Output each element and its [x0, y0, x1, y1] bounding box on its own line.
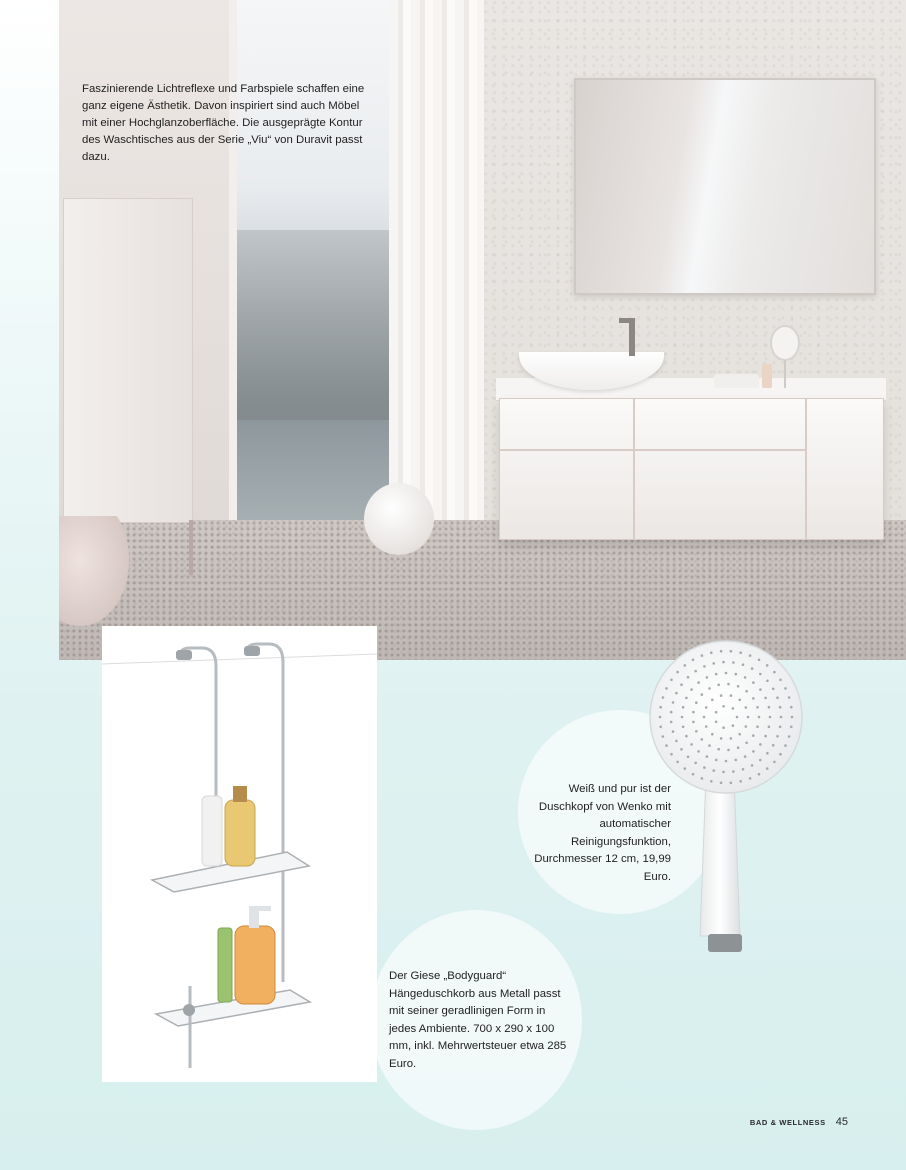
nozzle-dot: [790, 726, 793, 729]
nozzle-dot: [692, 721, 695, 724]
nozzle-dot: [742, 768, 745, 771]
nozzle-dot: [720, 650, 723, 653]
tall-cabinet: [63, 198, 193, 523]
nozzle-dot: [749, 777, 752, 780]
nozzle-dot: [745, 690, 748, 693]
hero-caption: Faszinierende Lichtreflexe und Farbspiele schaffen eine ganz eigene Ästhetik. Davon inspiriert sind auch Möbel mit einer Hochglanzoberfläche. Die ausgeprägte Kontur des Waschtisches aus der Serie „Viu“ von Duravit passt dazu.: [82, 83, 365, 163]
nozzle-dot: [764, 735, 767, 738]
nozzle-dot: [768, 706, 771, 709]
nozzle-dot: [773, 671, 776, 674]
nozzle-dot: [779, 679, 782, 682]
nozzle-dot: [758, 773, 761, 776]
nozzle-dot: [717, 684, 720, 687]
nozzle-dot: [708, 687, 711, 690]
nozzle-dot: [715, 759, 718, 762]
nozzle-dot: [744, 755, 747, 758]
nozzle-dot: [784, 744, 787, 747]
nozzle-dot: [710, 651, 713, 654]
nozzle-dot: [675, 740, 678, 743]
nozzle-dot: [745, 706, 748, 709]
fur-rug: [59, 516, 129, 626]
faucet: [629, 318, 635, 356]
nozzle-dot: [672, 701, 675, 704]
nozzle-dot: [759, 743, 762, 746]
nozzle-dot: [684, 767, 687, 770]
towel: [714, 374, 759, 388]
nozzle-dot: [706, 676, 709, 679]
nozzle-dot: [751, 764, 754, 767]
nozzle-dot: [749, 654, 752, 657]
nozzle-dot: [758, 716, 761, 719]
nozzle-dot: [730, 782, 733, 785]
shower-caddy-illustration: [102, 626, 377, 1082]
nozzle-dot: [751, 667, 754, 670]
cabinet-leg: [189, 520, 193, 575]
nozzle-dot: [735, 673, 738, 676]
nozzle-dot: [659, 726, 662, 729]
nozzle-dot: [752, 750, 755, 753]
nozzle-dot: [768, 726, 771, 729]
nozzle-dot: [766, 664, 769, 667]
curtain: [389, 0, 484, 535]
nozzle-dot: [722, 705, 725, 708]
nozzle-dot: [715, 673, 718, 676]
nozzle-dot: [745, 742, 748, 745]
nozzle-dot: [701, 738, 704, 741]
page-number: 45: [835, 1116, 848, 1128]
nozzle-dot: [720, 694, 723, 697]
nozzle-dot: [759, 759, 762, 762]
nozzle-dot: [713, 769, 716, 772]
nozzle-dot: [694, 762, 697, 765]
nozzle-dot: [784, 687, 787, 690]
shower-caddy-description: Der Giese „Bodyguard“ Hängeduschkorb aus Metall passt mit seiner geradlinigen Form in jedes Ambiente. 700 x 290 x 100 mm, inkl. Mehrwertsteuer etwa 285 Euro.: [389, 970, 567, 1070]
wall-mirror: [574, 78, 876, 295]
nozzle-dot: [692, 711, 695, 714]
cosmetic-mirror-stem: [784, 360, 786, 388]
nozzle-dot: [791, 716, 794, 719]
nozzle-dot: [756, 725, 759, 728]
nozzle-dot: [738, 699, 741, 702]
nozzle-dot: [780, 716, 783, 719]
nozzle-dot: [680, 683, 683, 686]
nozzle-dot: [703, 665, 706, 668]
nozzle-dot: [692, 659, 695, 662]
nozzle-dot: [676, 761, 679, 764]
page-footer: [750, 1116, 848, 1128]
nozzle-dot: [737, 685, 740, 688]
nozzle-dot: [732, 770, 735, 773]
city-skyline: [237, 230, 395, 420]
nozzle-dot: [730, 694, 733, 697]
nozzle-dot: [730, 650, 733, 653]
nozzle-dot: [680, 748, 683, 751]
nozzle-dot: [687, 756, 690, 759]
nozzle-dot: [685, 735, 688, 738]
nozzle-dot: [722, 726, 725, 729]
nozzle-dot: [676, 671, 679, 674]
nozzle-dot: [756, 706, 759, 709]
nozzle-dot: [739, 651, 742, 654]
nozzle-dot: [735, 759, 738, 762]
nozzle-dot: [670, 711, 673, 714]
nozzle-dot: [670, 753, 673, 756]
bottle: [762, 364, 772, 388]
nozzle-dot: [732, 724, 735, 727]
nozzle-dot: [717, 748, 720, 751]
nozzle-dot: [766, 752, 769, 755]
nozzle-dot: [744, 676, 747, 679]
nozzle-dot: [706, 755, 709, 758]
nozzle-dot: [715, 721, 718, 724]
nozzle-dot: [773, 761, 776, 764]
nozzle-dot: [736, 716, 739, 719]
nozzle-dot: [701, 777, 704, 780]
nozzle-dot: [695, 730, 698, 733]
nozzle-dot: [713, 662, 716, 665]
nozzle-dot: [790, 706, 793, 709]
nozzle-dot: [670, 679, 673, 682]
nozzle-dot: [681, 716, 684, 719]
nozzle-dot: [737, 746, 740, 749]
nozzle-dot: [705, 725, 708, 728]
nozzle-dot: [772, 688, 775, 691]
nozzle-dot: [766, 680, 769, 683]
nozzle-dot: [776, 696, 779, 699]
nozzle-dot: [779, 706, 782, 709]
nozzle-dot: [715, 711, 718, 714]
nozzle-dot: [766, 767, 769, 770]
nozzle-dot: [710, 780, 713, 783]
vanity-unit: [499, 398, 884, 540]
nozzle-dot: [742, 663, 745, 666]
nozzle-dot: [662, 696, 665, 699]
nozzle-dot: [692, 773, 695, 776]
nozzle-dot: [752, 734, 755, 737]
nozzle-dot: [703, 766, 706, 769]
nozzle-dot: [697, 750, 700, 753]
nozzle-dot: [759, 688, 762, 691]
nozzle-dot: [697, 681, 700, 684]
nozzle-dot: [788, 696, 791, 699]
nozzle-dot: [682, 706, 685, 709]
cosmetic-mirror: [770, 325, 800, 361]
section-name: BAD & WELLNESS: [749, 1118, 826, 1127]
nozzle-dot: [690, 688, 693, 691]
nozzle-dot: [685, 697, 688, 700]
nozzle-dot: [738, 733, 741, 736]
nozzle-dot: [701, 693, 704, 696]
nozzle-dot: [779, 753, 782, 756]
nozzle-dot: [764, 697, 767, 700]
nozzle-dot: [747, 716, 750, 719]
nozzle-dot: [779, 726, 782, 729]
nozzle-dot: [727, 749, 730, 752]
nozzle-dot: [690, 743, 693, 746]
nozzle-dot: [711, 733, 714, 736]
nozzle-dot: [732, 707, 735, 710]
nozzle-dot: [665, 744, 668, 747]
nozzle-dot: [732, 661, 735, 664]
nozzle-dot: [701, 654, 704, 657]
nozzle-dot: [788, 735, 791, 738]
nozzle-dot: [694, 670, 697, 673]
nozzle-dot: [687, 676, 690, 679]
nozzle-dot: [730, 737, 733, 740]
nozzle-dot: [725, 672, 728, 675]
faucet-spout: [619, 318, 635, 323]
nozzle-dot: [703, 716, 706, 719]
nozzle-dot: [722, 771, 725, 774]
nozzle-dot: [759, 673, 762, 676]
round-stool: [364, 483, 434, 555]
nozzle-dot: [752, 697, 755, 700]
nozzle-dot: [670, 721, 673, 724]
nozzle-dot: [695, 701, 698, 704]
nozzle-dot: [665, 687, 668, 690]
nozzle-dot: [720, 782, 723, 785]
nozzle-dot: [772, 744, 775, 747]
nozzle-dot: [684, 664, 687, 667]
nozzle-dot: [672, 730, 675, 733]
nozzle-dot: [705, 706, 708, 709]
nozzle-dot: [711, 699, 714, 702]
nozzle-dot: [682, 726, 685, 729]
nozzle-dot: [659, 716, 662, 719]
nozzle-dot: [662, 735, 665, 738]
nozzle-dot: [739, 780, 742, 783]
nozzle-dot: [720, 737, 723, 740]
nozzle-dot: [727, 683, 730, 686]
nozzle-dot: [752, 681, 755, 684]
nozzle-dot: [659, 706, 662, 709]
nozzle-dot: [725, 760, 728, 763]
shower-head-description: Weiß und pur ist der Duschkopf von Wenko mit automatischer Reinigungsfunktion, Durchmesser 12 cm, 19,99 Euro.: [534, 783, 671, 883]
nozzle-dot: [722, 661, 725, 664]
nozzle-dot: [769, 716, 772, 719]
nozzle-dot: [708, 744, 711, 747]
nozzle-dot: [675, 692, 678, 695]
nozzle-dot: [745, 725, 748, 728]
nozzle-dot: [758, 659, 761, 662]
nozzle-dot: [776, 735, 779, 738]
shower-caddy-photo: [102, 626, 377, 1082]
